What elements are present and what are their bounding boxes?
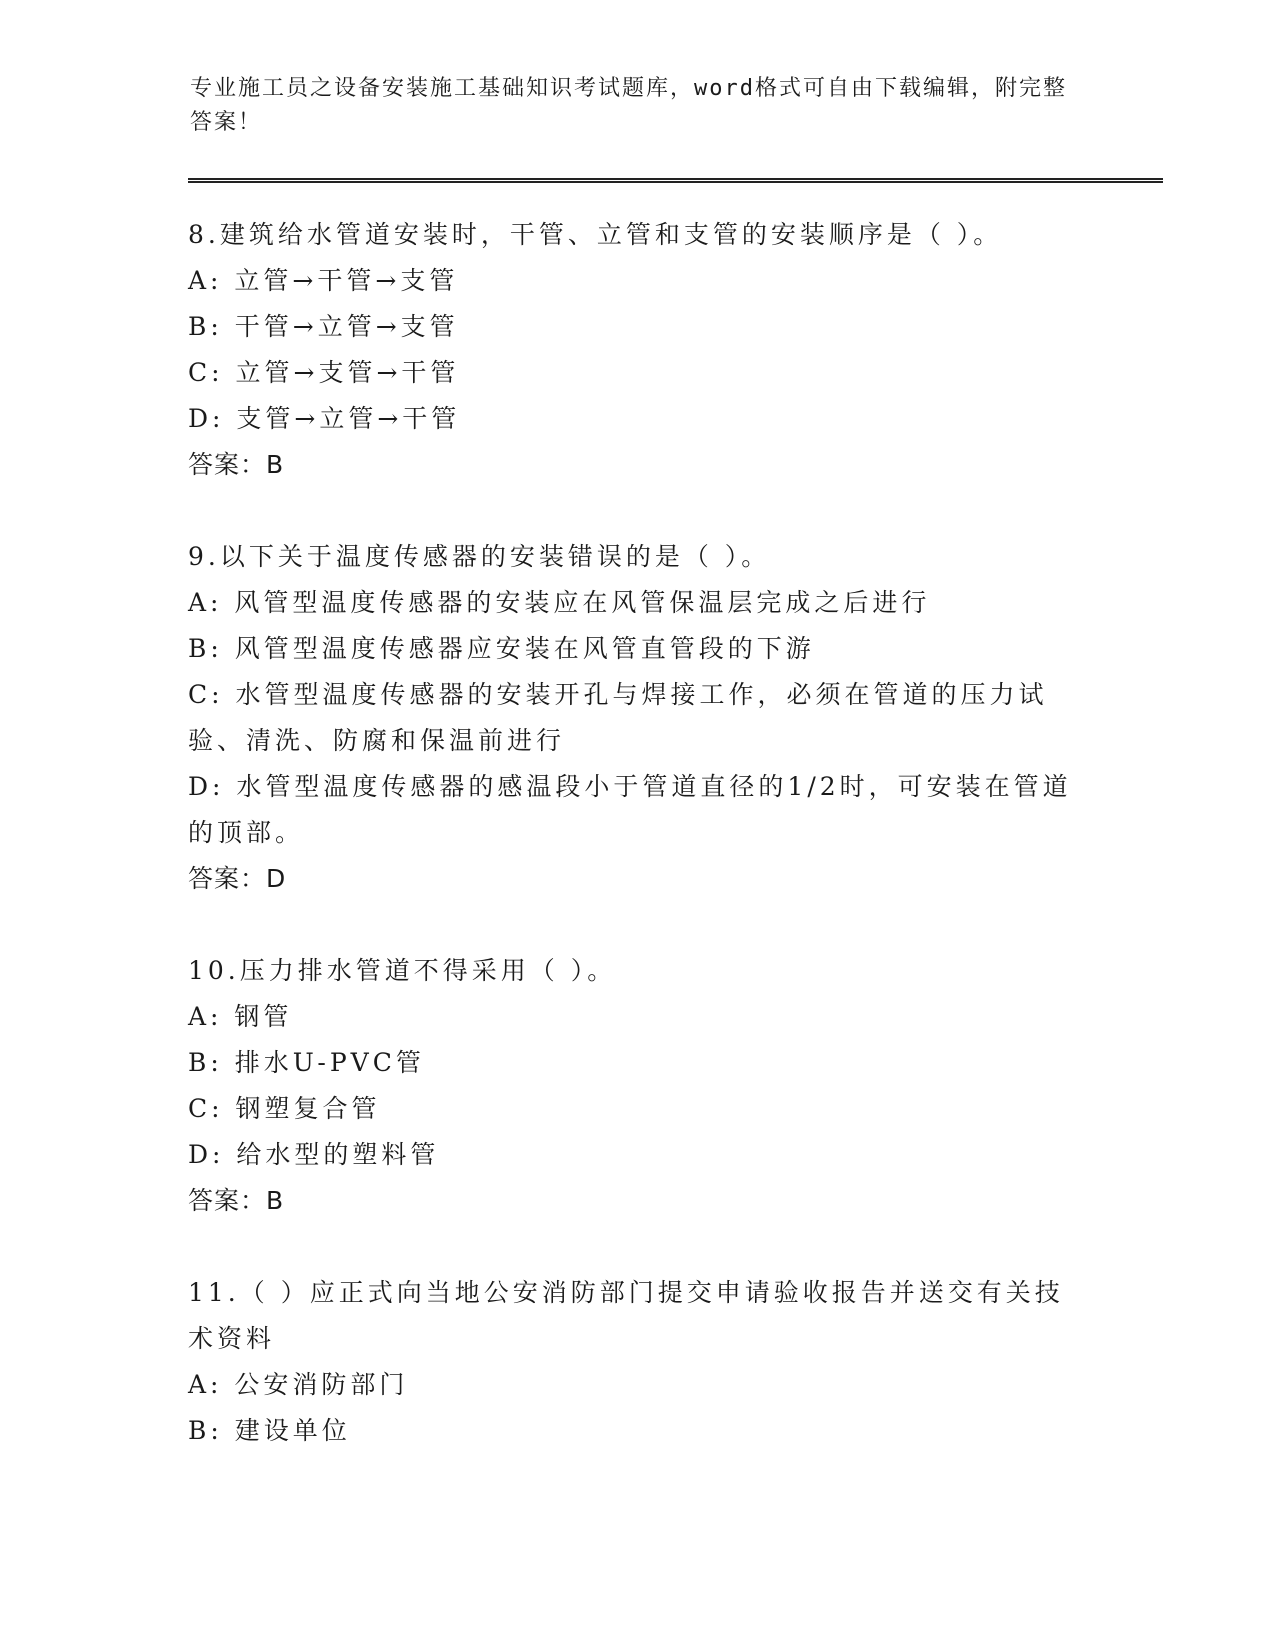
question-stem: 8.建筑给水管道安装时，干管、立管和支管的安装顺序是（ ）。 [188, 220, 1003, 249]
question-option: C: 钢塑复合管 [188, 1094, 381, 1123]
document-header: 专业施工员之设备安装施工基础知识考试题库，word格式可自由下载编辑，附完整答案！ [190, 76, 1067, 135]
question-option: B: 风管型温度传感器应安装在风管直管段的下游 [188, 634, 815, 663]
question-option: D: 支管→立管→干管 [188, 404, 461, 433]
question-item [188, 534, 1088, 902]
question-option: A: 立管→干管→支管 [188, 266, 459, 295]
question-option: B: 建设单位 [188, 1416, 351, 1445]
header-divider [188, 178, 1163, 183]
question-option: B: 干管→立管→支管 [188, 312, 459, 341]
question-option: A: 钢管 [188, 1002, 293, 1031]
question-stem: 9.以下关于温度传感器的安装错误的是（ ）。 [188, 542, 771, 571]
question-list [188, 212, 1088, 1500]
question-answer: 答案：B [188, 450, 285, 479]
question-item [188, 1270, 1088, 1454]
question-option: B: 排水U-PVC管 [188, 1048, 425, 1077]
question-item [188, 948, 1088, 1224]
question-item [188, 212, 1088, 488]
question-option: D: 水管型温度传感器的感温段小于管道直径的1/2时，可安装在管道的顶部。 [188, 772, 1072, 847]
question-option: A: 风管型温度传感器的安装应在风管保温层完成之后进行 [188, 588, 931, 617]
question-option: D: 给水型的塑料管 [188, 1140, 440, 1169]
question-stem: 10.压力排水管道不得采用（ ）。 [188, 956, 617, 985]
question-answer: 答案：D [188, 864, 287, 893]
question-stem: 11.（ ）应正式向当地公安消防部门提交申请验收报告并送交有关技术资料 [188, 1278, 1064, 1353]
question-option: A: 公安消防部门 [188, 1370, 409, 1399]
question-answer: 答案：B [188, 1186, 285, 1215]
question-option: C: 水管型温度传感器的安装开孔与焊接工作，必须在管道的压力试验、清洗、防腐和保温前进行 [188, 680, 1048, 755]
question-option: C: 立管→支管→干管 [188, 358, 460, 387]
